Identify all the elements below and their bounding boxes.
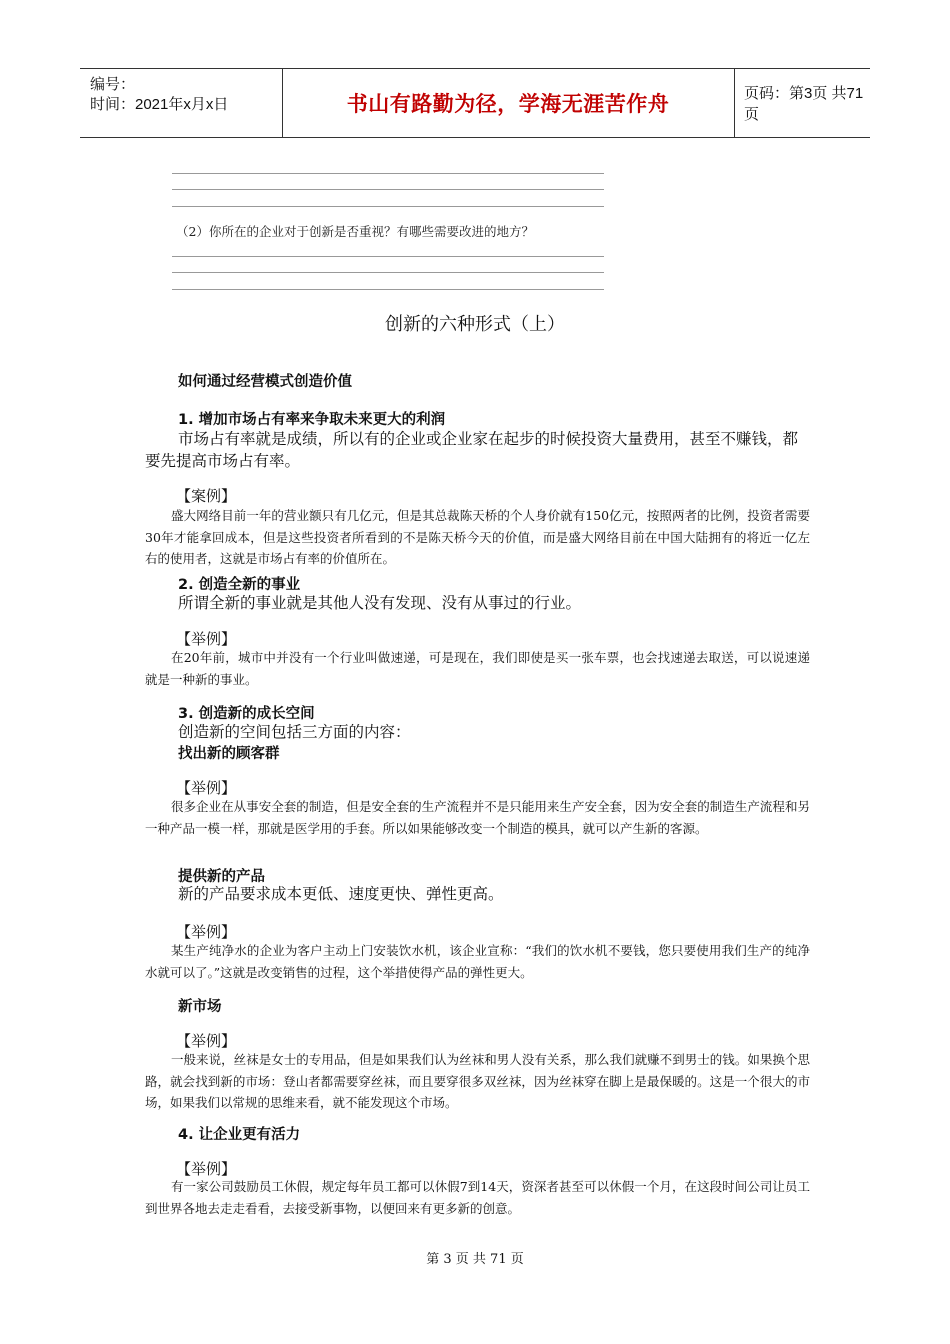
s3-sub3: 新市场 [178, 999, 222, 1015]
header-motto-cell [282, 69, 735, 137]
s3-case2: 某生产纯净水的企业为客户主动上门安装饮水机，该企业宣称：“我们的饮水机不要钱，您只要使用我们生产的纯净水就可以了。”这就是改变销售的过程，这个举措使得产品的弹性更大。 [145, 943, 810, 980]
s1-heading: 1. 增加市场占有率来争取未来更大的利润 [178, 412, 446, 428]
time-label: 时间：2021年x月x日 [90, 96, 229, 113]
s3-tag3: 【举例】 [176, 1032, 237, 1050]
page-header [80, 68, 870, 138]
s3-case3: 一般来说，丝袜是女士的专用品，但是如果我们认为丝袜和男人没有关系，那么我们就赚不到男士的钱。如果换个思路，就会找到新的市场：登山者都需要穿丝袜，而且要穿很多双丝袜，因为丝袜穿在脚上是最保暖的。这是一个很大的市场，如果我们以常规的思维来看，就不能发现这个市场。 [145, 1052, 810, 1110]
s1-case: 盛大网络目前一年的营业额只有几亿元，但是其总裁陈天桥的个人身价就有150亿元，按照两者的比例，投资者需要30年才能拿回成本，但是这些投资者所看到的不是陈天桥今天的价值，而是盛大网络目前在中国大陆拥有的将近一亿左右的使用者，这就是市场占有率的价值所在。 [145, 508, 810, 566]
answer-line [172, 256, 604, 257]
s4-tag: 【举例】 [176, 1160, 237, 1178]
s3-tag1: 【举例】 [176, 779, 237, 797]
header-info-cell [80, 69, 283, 137]
s3-case1: 很多企业在从事安全套的制造，但是安全套的生产流程并不是只能用来生产安全套，因为安全套的制造生产流程和另一种产品一模一样，那就是医学用的手套。所以如果能够改变一个制造的模具，就可以产生新的客源。 [145, 799, 810, 836]
answer-line [172, 289, 604, 290]
s2-tag: 【举例】 [176, 630, 237, 648]
s4-heading: 4. 让企业更有活力 [178, 1127, 301, 1143]
s2-case: 在20年前，城市中并没有一个行业叫做速递，可是现在，我们即使是买一张车票，也会找速递去取送，可以说速递就是一种新的事业。 [145, 650, 810, 687]
s3-tag2: 【举例】 [176, 923, 237, 941]
page-label: 页码：第3页 共71页 [744, 85, 864, 123]
s3-text2: 新的产品要求成本更低、速度更快、弹性更高。 [178, 885, 504, 903]
s3-heading: 3. 创造新的成长空间 [178, 706, 315, 722]
section-main-heading: 如何通过经营模式创造价值 [178, 374, 352, 390]
s4-case: 有一家公司鼓励员工休假，规定每年员工都可以休假7到14天，资深者甚至可以休假一个月，在这段时间公司让员工到世界各地去走走看看，去接受新事物，以便回来有更多新的创意。 [145, 1179, 810, 1216]
s3-sub1: 找出新的顾客群 [178, 746, 280, 762]
answer-line [172, 189, 604, 190]
s2-heading: 2. 创造全新的事业 [178, 577, 301, 593]
page-footer: 第 3 页 共 71 页 [426, 1252, 524, 1267]
page-title: 创新的六种形式（上） [385, 314, 565, 335]
s1-text: 市场占有率就是成绩，所以有的企业或企业家在起步的时候投资大量费用，甚至不赚钱，都要先提高市场占有率。 [145, 430, 799, 470]
s1-tag: 【案例】 [176, 487, 237, 505]
question-2: （2）你所在的企业对于创新是否重视？有哪些需要改进的地方？ [176, 224, 534, 239]
answer-line [172, 272, 604, 273]
s3-sub2: 提供新的产品 [178, 869, 265, 885]
s2-text: 所谓全新的事业就是其他人没有发现、没有从事过的行业。 [178, 594, 582, 612]
number-label: 编号： [90, 76, 136, 93]
answer-line [172, 173, 604, 174]
header-page-cell [734, 69, 870, 137]
answer-line [172, 206, 604, 207]
s3-text: 创造新的空间包括三方面的内容： [178, 723, 411, 741]
motto: 书山有路勤为径，学海无涯苦作舟 [346, 92, 670, 116]
